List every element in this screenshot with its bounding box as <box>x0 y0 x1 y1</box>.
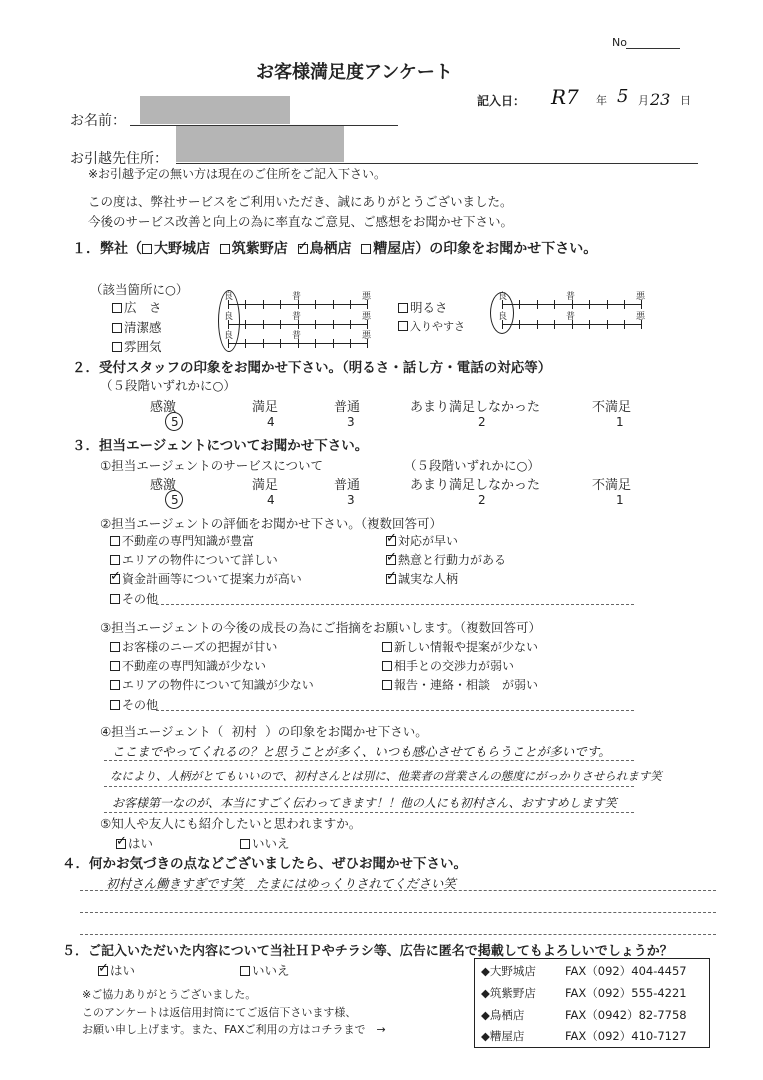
scale-mid-label: 普 <box>292 312 302 322</box>
q5-no-label: いいえ <box>252 963 290 978</box>
q3-sub3-right-3-label: 報告・連絡・相談 が弱い <box>394 678 539 692</box>
q3-sub2-right-2-label: 熱意と行動力がある <box>398 553 507 567</box>
q3-sub2-right-1-label: 対応が早い <box>398 534 459 548</box>
intro-line-1: この度は、弊社サービスをご利用いただき、誠にありがとうございました。 <box>88 194 513 209</box>
q3-sub4-comment-1[interactable]: ここまでやってくれるの？と思うことが多く、いつも感心させてもらうことが多いです。 <box>112 744 611 759</box>
q1-store-4-checkbox[interactable] <box>361 244 371 254</box>
q3-sub3-left-2-label: 不動産の専門知識が少ない <box>122 659 267 673</box>
footer-thanks: ※ご協力ありがとうございました。 <box>82 988 257 1001</box>
q3-sub3-right-1-label: 新しい情報や提案が少ない <box>394 640 539 654</box>
q5-no <box>240 961 290 979</box>
q3-sub5-yes <box>116 834 153 852</box>
date-day-unit: 日 <box>680 94 691 107</box>
q2-number-5[interactable]: 5 <box>171 415 179 429</box>
q5-yes-checkbox[interactable] <box>98 966 108 976</box>
q3-sub4-agent: 初村 <box>231 724 257 739</box>
q3-sub5-no <box>240 834 290 852</box>
fax-store-3: ◆鳥栖店 <box>481 1008 525 1022</box>
q3-sub2-right-3 <box>386 570 458 587</box>
date-era[interactable]: R7 <box>551 85 579 109</box>
q4-line-1 <box>80 890 716 891</box>
q5-yes-label: はい <box>110 963 136 978</box>
q3-sub3-left-1-label: お客様のニーズの把握が甘い <box>122 640 278 654</box>
q3-sub2-left-3-label: 資金計画等について提案力が高い <box>122 572 302 586</box>
q2-title: ２．受付スタッフの印象をお聞かせ下さい。（明るさ・話し方・電話の対応等） <box>72 360 552 376</box>
q4-line-3 <box>80 934 716 935</box>
address-label: お引越先住所： <box>70 151 168 167</box>
q1-left-item-1 <box>112 298 162 316</box>
q4-title: ４．何かお気づきの点などございましたら、ぜひお聞かせ下さい。 <box>62 856 467 872</box>
q3-sub1-number-4[interactable]: 4 <box>267 493 275 507</box>
q3-sub1-option-3: 普通 <box>334 478 361 493</box>
q3-sub3-right-1-checkbox[interactable] <box>382 642 392 652</box>
q3-sub1-selected-circle-mark <box>165 490 183 509</box>
q1-right-item-1-checkbox[interactable] <box>398 303 408 313</box>
q4-line-2 <box>80 912 716 913</box>
fax-store-4: ◆糟屋店 <box>481 1029 525 1043</box>
q2-option-1: 感激 <box>150 400 177 415</box>
page-title: お客様満足度アンケート <box>256 62 453 83</box>
q2-option-3: 普通 <box>334 400 361 415</box>
footer-line-2: お願い申し上げます。また、FAXご利用の方はコチラまで → <box>82 1023 386 1036</box>
q2-number-3[interactable]: 3 <box>347 415 355 429</box>
q1-left-item-1-label: 広 さ <box>124 300 162 315</box>
date-year-unit: 年 <box>596 94 607 107</box>
date-day[interactable]: 23 <box>650 90 671 109</box>
q1-suffix: ）の印象をお聞かせ下さい。 <box>415 241 598 257</box>
scale-mid-label: 普 <box>292 331 302 341</box>
q3-sub2-left-2 <box>110 551 278 568</box>
q3-sub3-left-4-label: その他 <box>122 698 159 712</box>
q1-left-item-3-label: 雰囲気 <box>124 339 162 354</box>
q3-sub3-left-3-checkbox[interactable] <box>110 680 120 690</box>
q3-sub3-right-1 <box>382 638 538 655</box>
q3-sub1-option-2: 満足 <box>252 478 279 493</box>
q1-right-item-2 <box>398 318 465 334</box>
q2-number-2[interactable]: 2 <box>478 415 486 429</box>
q3-sub1-title: ①担当エージェントのサービスについて <box>100 458 323 473</box>
q3-sub1-option-5: 不満足 <box>592 478 632 493</box>
q3-sub4-line-2 <box>104 786 634 787</box>
q1-left-item-3-checkbox[interactable] <box>112 342 122 352</box>
q3-sub2-left-4 <box>110 590 158 607</box>
fax-number-1: FAX（092）404-4457 <box>565 964 687 978</box>
q3-sub1-number-1[interactable]: 1 <box>616 493 624 507</box>
fax-number-3: FAX（0942）82-7758 <box>565 1008 687 1022</box>
scale-good-label: 良 <box>224 292 234 302</box>
scale-mid-label: 普 <box>292 292 302 302</box>
fax-store-1: ◆大野城店 <box>481 964 536 978</box>
fax-table <box>474 958 710 1048</box>
footer-line-1: このアンケートは返信用封筒にてご返信下さいます様、 <box>82 1006 357 1019</box>
date-month-unit: 月 <box>638 94 649 107</box>
q1-hint: （該当箇所に○） <box>90 282 189 297</box>
q3-sub3-right-2-checkbox[interactable] <box>382 661 392 671</box>
q3-sub3-left-3 <box>110 676 314 693</box>
q1-right-item-1 <box>398 298 448 316</box>
q3-sub2-left-2-checkbox[interactable] <box>110 555 120 565</box>
q3-sub5-yes-checkbox[interactable] <box>116 839 126 849</box>
q3-sub5-title: ⑤知人や友人にも紹介したいと思われますか。 <box>100 816 362 831</box>
q2-option-2: 満足 <box>252 400 279 415</box>
q3-sub1-hint: （５段階いずれかに○） <box>404 458 540 473</box>
q4-comment[interactable]: 初村さん働きすぎです笑 たまにはゆっくりされてください笑 <box>106 876 456 891</box>
q3-sub2-left-2-label: エリアの物件について詳しい <box>122 553 278 567</box>
q3-sub3-right-3 <box>382 676 538 693</box>
q3-sub2-other-line[interactable] <box>156 604 634 605</box>
q3-sub3-right-2-label: 相手との交渉力が弱い <box>394 659 515 673</box>
q3-sub2-right-1 <box>386 532 458 549</box>
q3-sub3-left-1-checkbox[interactable] <box>110 642 120 652</box>
q3-sub3-right-2 <box>382 657 514 674</box>
q1-left-item-2-label: 清潔感 <box>124 320 162 335</box>
q2-number-1[interactable]: 1 <box>616 415 624 429</box>
q3-sub2-left-1-checkbox[interactable] <box>110 536 120 546</box>
q1-left-item-1-checkbox[interactable] <box>112 303 122 313</box>
q3-sub5-yes-label: はい <box>128 836 154 851</box>
q3-sub4-line-3 <box>104 812 634 813</box>
q3-sub2-left-1-label: 不動産の専門知識が豊富 <box>122 534 255 548</box>
scale-good-label: 良 <box>498 312 508 322</box>
q1-right-item-2-checkbox[interactable] <box>398 321 408 331</box>
q1-left-item-2-checkbox[interactable] <box>112 323 122 333</box>
q1-store-1-checkbox[interactable] <box>142 244 152 254</box>
scale-bad-label: 悪 <box>362 292 372 302</box>
date-month[interactable]: 5 <box>617 86 629 107</box>
q3-sub1-number-2[interactable]: 2 <box>478 493 486 507</box>
q1-store-3-label: 鳥栖店 <box>309 241 352 257</box>
fax-number-2: FAX（092）555-4221 <box>565 986 687 1000</box>
q3-sub2-right-2 <box>386 551 506 568</box>
q1-right-good-circle-mark <box>490 292 514 334</box>
q1-title <box>72 238 597 258</box>
intro-line-2: 今後のサービス改善と向上の為に率直なご意見、ご感想をお聞かせ下さい。 <box>88 214 514 229</box>
q1-store-4-label: 糟屋店 <box>373 241 416 257</box>
q5-no-checkbox[interactable] <box>240 966 250 976</box>
q3-title: ３．担当エージェントについてお聞かせ下さい。 <box>72 438 369 454</box>
q3-sub2-left-1 <box>110 532 254 549</box>
q3-sub1-number-5[interactable]: 5 <box>171 493 179 507</box>
q3-sub2-left-4-label: その他 <box>122 592 159 606</box>
q1-left-good-circle-mark <box>218 290 240 352</box>
q3-sub4-title-a: ④担当エージェント（ <box>100 724 224 739</box>
q3-sub2-right-1-checkbox[interactable] <box>386 536 396 546</box>
scale-mid-label: 普 <box>566 312 576 322</box>
q3-sub2-right-3-checkbox[interactable] <box>386 574 396 584</box>
q3-sub3-left-1 <box>110 638 277 655</box>
form-number-label: No <box>612 36 627 49</box>
name-redaction <box>140 96 290 124</box>
q3-sub5-no-label: いいえ <box>252 836 290 851</box>
q1-store-2-label: 筑紫野店 <box>231 241 288 257</box>
fax-number-4: FAX（092）410-7127 <box>565 1029 687 1043</box>
q3-sub3-left-4 <box>110 696 158 713</box>
q3-sub4-comment-2[interactable]: なにより、人柄がとてもいいので、初村さんとは別に、他業者の営業さんの態度にがっかりさせられます笑 <box>110 769 662 783</box>
address-note: ※お引越予定の無い方は現在のご住所をご記入下さい。 <box>88 167 387 181</box>
scale-good-label: 良 <box>224 312 234 322</box>
q3-sub3-other-line[interactable] <box>156 710 634 711</box>
q3-sub1-number-3[interactable]: 3 <box>347 493 355 507</box>
q3-sub4-comment-3[interactable]: お客様第一なのが、本当にすごく伝わってきます！！他の人にも初村さん、おすすめします笑 <box>112 796 617 810</box>
q2-number-4[interactable]: 4 <box>267 415 275 429</box>
scale-good-label: 良 <box>224 331 234 341</box>
q1-store-1-label: 大野城店 <box>154 241 210 257</box>
q3-sub2-left-3-checkbox[interactable] <box>110 574 120 584</box>
q1-store-2-checkbox[interactable] <box>220 244 230 254</box>
fax-store-2: ◆筑紫野店 <box>481 986 536 1000</box>
q1-store-3-checkbox[interactable] <box>298 244 308 254</box>
q3-sub2-title: ②担当エージェントの評価をお聞かせ下さい。（複数回答可） <box>100 516 442 531</box>
name-label: お名前： <box>70 113 126 129</box>
q3-sub3-left-3-label: エリアの物件について知識が少ない <box>122 678 314 692</box>
q2-hint: （５段階いずれかに○） <box>100 378 236 393</box>
q1-scale-right-2[interactable] <box>498 312 646 332</box>
form-number-line <box>626 48 680 49</box>
address-field-line[interactable] <box>176 163 698 164</box>
q3-sub2-right-3-label: 誠実な人柄 <box>398 572 459 586</box>
q1-right-item-2-label: 入りやすさ <box>410 320 465 333</box>
q3-sub4-title <box>100 722 428 740</box>
q3-sub3-left-4-checkbox[interactable] <box>110 700 120 710</box>
q2-selected-circle-mark <box>165 412 183 431</box>
q3-sub2-left-4-checkbox[interactable] <box>110 594 120 604</box>
q2-option-5: 不満足 <box>592 400 632 415</box>
scale-mid-label: 普 <box>566 292 576 302</box>
q3-sub5-no-checkbox[interactable] <box>240 839 250 849</box>
q5-yes <box>98 961 135 979</box>
q3-sub3-left-2-checkbox[interactable] <box>110 661 120 671</box>
q5-title: ５．ご記入いただいた内容について当社ＨＰやチラシ等、広告に匿名で掲載してもよろしいでしょうか？ <box>62 944 673 959</box>
q3-sub3-right-3-checkbox[interactable] <box>382 680 392 690</box>
scale-bad-label: 悪 <box>636 292 646 302</box>
q2-option-4: あまり満足しなかった <box>410 400 541 415</box>
q3-sub1-option-1: 感激 <box>150 478 177 493</box>
scale-bad-label: 悪 <box>362 312 372 322</box>
q3-sub1-option-4: あまり満足しなかった <box>410 478 541 493</box>
q3-sub3-title: ③担当エージェントの今後の成長の為にご指摘をお願いします。（複数回答可） <box>100 620 541 635</box>
q3-sub4-line-1 <box>104 760 634 761</box>
scale-bad-label: 悪 <box>636 312 646 322</box>
q1-right-item-1-label: 明るさ <box>410 300 448 315</box>
q1-scale-left-3[interactable] <box>224 331 372 351</box>
scale-bad-label: 悪 <box>362 331 372 341</box>
q3-sub3-left-2 <box>110 657 266 674</box>
date-label: 記入日： <box>477 94 526 108</box>
q1-prefix: １．弊社（ <box>72 241 142 257</box>
q3-sub4-title-b: ）の印象をお聞かせ下さい。 <box>265 724 428 739</box>
q3-sub2-left-3 <box>110 570 302 587</box>
address-redaction <box>176 126 344 162</box>
q3-sub2-right-2-checkbox[interactable] <box>386 555 396 565</box>
q1-left-item-2 <box>112 318 162 336</box>
q1-left-item-3 <box>112 337 162 355</box>
scale-good-label: 良 <box>498 292 508 302</box>
